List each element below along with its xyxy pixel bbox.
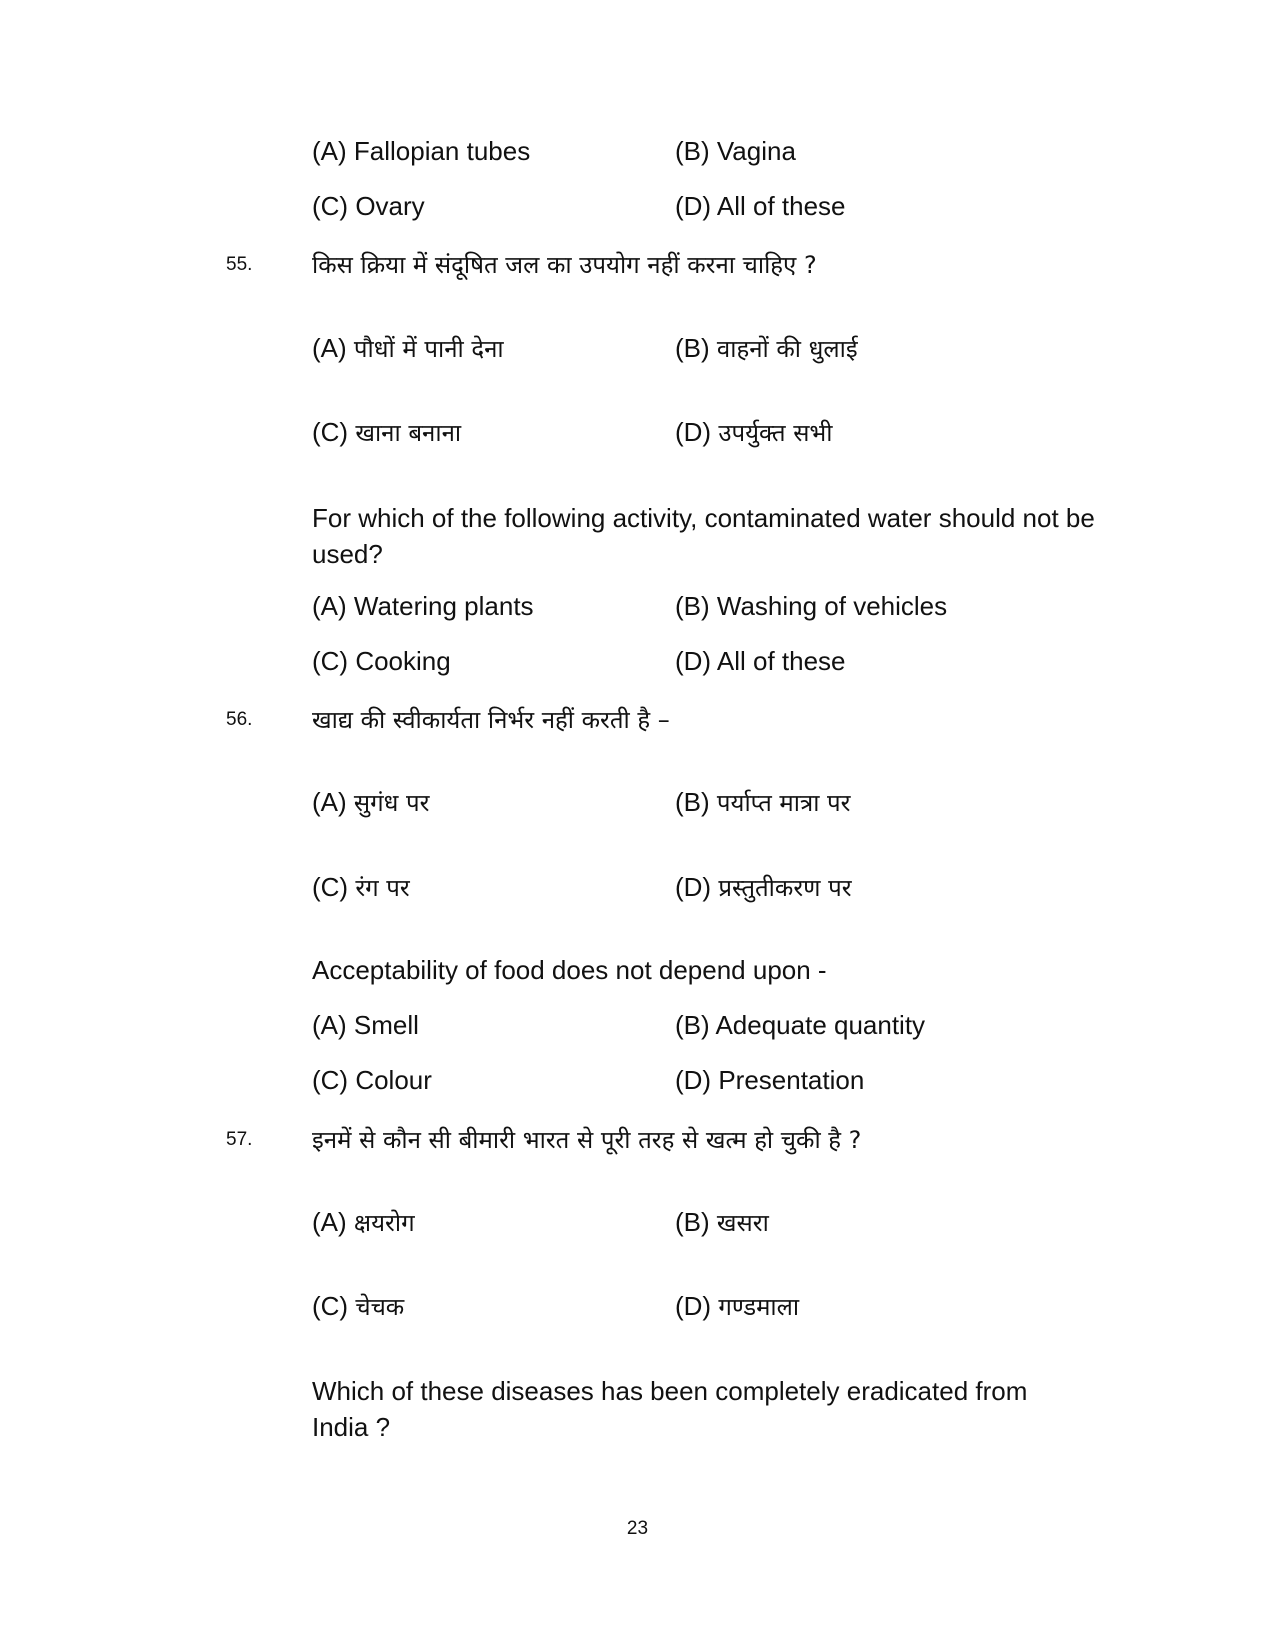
page-number: 23 <box>626 1518 649 1539</box>
option-c-english: (C) Colour <box>312 1065 432 1095</box>
option-d-english: (D) All of these <box>675 646 846 676</box>
option-c: (C) Ovary <box>312 191 425 221</box>
question-number: 57. <box>226 1129 253 1150</box>
option-d-hindi <box>675 1290 799 1323</box>
option-label: (D) <box>675 872 712 902</box>
option-d-hindi <box>675 871 852 904</box>
option-label: (D) <box>675 1291 712 1321</box>
option-text: रंग पर <box>355 874 410 902</box>
question-text-english: Which of these diseases has been completely eradicated from India ? <box>312 1376 1028 1442</box>
option-b-hindi <box>675 1206 769 1239</box>
option-text: गण्डमाला <box>718 1293 800 1321</box>
option-c-hindi <box>312 416 461 449</box>
option-text: खसरा <box>716 1209 769 1237</box>
option-a: (A) Fallopian tubes <box>312 136 531 166</box>
option-text: पौधों में पानी देना <box>353 335 504 363</box>
option-b-english: (B) Washing of vehicles <box>675 591 948 621</box>
option-text: खाना बनाना <box>355 419 462 447</box>
option-label: (C) <box>312 1291 349 1321</box>
question-text-english: For which of the following activity, contaminated water should not be used? <box>312 503 1095 569</box>
option-b-hindi <box>675 786 850 819</box>
option-c-hindi <box>312 871 410 904</box>
question-number: 55. <box>226 254 253 275</box>
option-b: (B) Vagina <box>675 136 796 166</box>
option-text: प्रस्तुतीकरण पर <box>718 874 852 902</box>
option-label: (B) <box>675 1207 710 1237</box>
option-text: उपर्युक्त सभी <box>718 419 833 447</box>
option-text: क्षयरोग <box>353 1209 415 1237</box>
option-c-english: (C) Cooking <box>312 646 451 676</box>
option-label: (C) <box>312 872 349 902</box>
option-d: (D) All of these <box>675 191 846 221</box>
option-label: (A) <box>312 333 347 363</box>
question-text-hindi: इनमें से कौन सी बीमारी भारत से पूरी तरह से खत्म हो चुकी है ? <box>312 1126 862 1154</box>
option-c-hindi <box>312 1290 404 1323</box>
option-text: चेचक <box>355 1293 405 1321</box>
question-number: 56. <box>226 709 253 730</box>
option-a-english: (A) Smell <box>312 1010 419 1040</box>
option-label: (C) <box>312 417 349 447</box>
option-label: (B) <box>675 787 710 817</box>
question-text-hindi: खाद्य की स्वीकार्यता निर्भर नहीं करती है – <box>312 706 670 734</box>
option-a-hindi <box>312 332 504 365</box>
option-d-english: (D) Presentation <box>675 1065 865 1095</box>
option-label: (A) <box>312 1207 347 1237</box>
question-text-hindi: किस क्रिया में संदूषित जल का उपयोग नहीं करना चाहिए ? <box>312 251 817 279</box>
option-text: पर्याप्त मात्रा पर <box>716 789 851 817</box>
option-b-hindi <box>675 332 858 365</box>
option-label: (B) <box>675 333 710 363</box>
option-b-english: (B) Adequate quantity <box>675 1010 926 1040</box>
option-a-hindi <box>312 786 429 819</box>
option-a-english: (A) Watering plants <box>312 591 534 621</box>
option-d-hindi <box>675 416 833 449</box>
option-label: (D) <box>675 417 712 447</box>
question-text-english: Acceptability of food does not depend upon - <box>312 955 827 985</box>
option-text: वाहनों की धुलाई <box>716 335 858 363</box>
option-text: सुगंध पर <box>353 789 430 817</box>
option-label: (A) <box>312 787 347 817</box>
option-a-hindi <box>312 1206 415 1239</box>
